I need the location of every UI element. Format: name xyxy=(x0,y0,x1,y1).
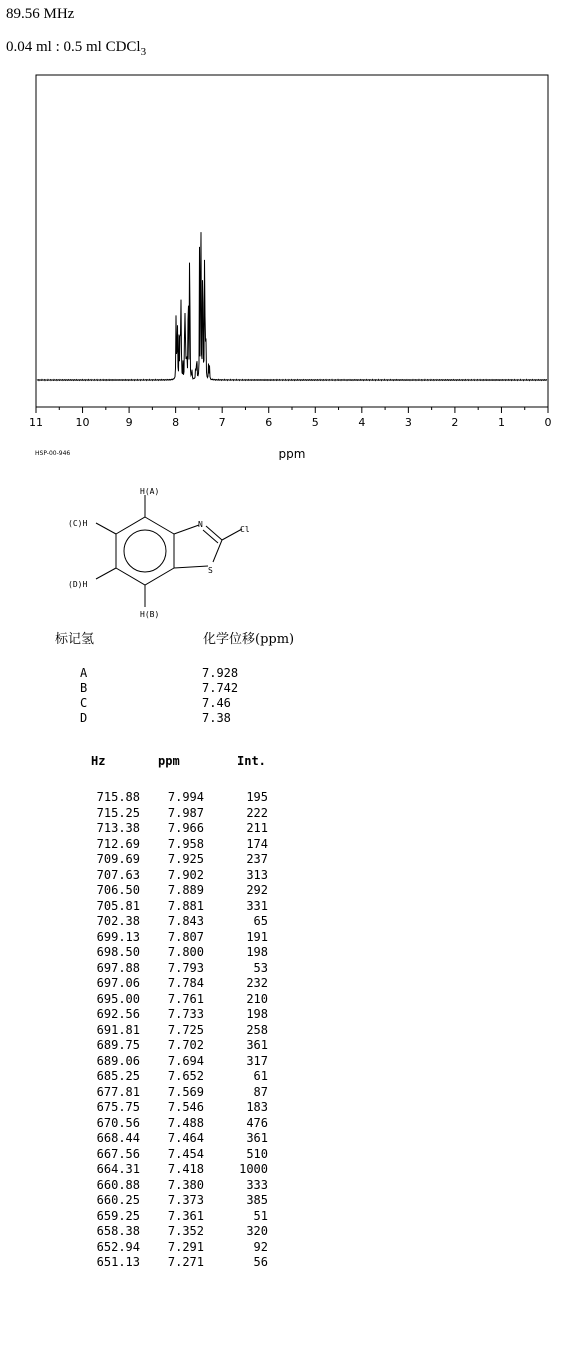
cell-hz: 664.31 xyxy=(96,1162,140,1176)
cell-hz: 697.88 xyxy=(96,960,140,975)
atom-S: S xyxy=(208,566,213,575)
assignment-values xyxy=(202,666,238,726)
table-header-hz: Hz xyxy=(91,754,106,768)
cell-hz: 706.50 xyxy=(96,883,140,897)
bond-C-S2 xyxy=(174,566,208,568)
cell-hz: 715.88 xyxy=(96,790,140,804)
cell-hz: 692.56 xyxy=(96,1007,140,1021)
table-row xyxy=(75,945,268,961)
table-row xyxy=(75,1255,268,1271)
table-row xyxy=(75,976,268,992)
table-header-int: Int. xyxy=(237,754,266,768)
cell-int: 313 xyxy=(246,867,268,882)
table-row xyxy=(75,914,268,930)
cell-hz: 695.00 xyxy=(96,991,140,1006)
cell-ppm: 7.694 xyxy=(167,1053,204,1068)
cell-ppm: 7.380 xyxy=(167,1177,204,1192)
x-tick-label: 4 xyxy=(358,416,366,429)
cell-ppm: 7.373 xyxy=(167,1193,204,1207)
table-row xyxy=(75,1209,268,1225)
cell-hz: 689.06 xyxy=(96,1053,140,1068)
cell-int: 191 xyxy=(246,929,268,944)
cell-hz: 699.13 xyxy=(96,929,140,944)
assignment-col-shift: 化学位移(ppm) xyxy=(203,632,295,647)
cell-ppm: 7.361 xyxy=(167,1208,204,1223)
cell-int: 320 xyxy=(246,1224,268,1238)
cell-hz: 705.81 xyxy=(96,898,140,913)
table-row xyxy=(75,821,268,837)
table-row xyxy=(75,852,268,868)
cell-ppm: 7.418 xyxy=(167,1162,204,1176)
table-row xyxy=(75,1100,268,1116)
label-HD: (D)H xyxy=(68,580,88,589)
x-axis-ticks xyxy=(29,407,552,429)
cell-ppm: 7.994 xyxy=(167,790,204,804)
table-row xyxy=(75,1240,268,1256)
table-row xyxy=(75,899,268,915)
cell-ppm: 7.488 xyxy=(167,1115,204,1130)
cell-int: 195 xyxy=(246,790,268,804)
cell-int: 317 xyxy=(246,1053,268,1068)
cell-ppm: 7.958 xyxy=(167,836,204,851)
cell-int: 51 xyxy=(253,1208,268,1223)
cell-hz: 685.25 xyxy=(96,1069,140,1083)
table-row xyxy=(75,1085,268,1101)
assign-letter: B xyxy=(80,681,88,695)
benzene-ring xyxy=(116,517,174,585)
cell-hz: 660.88 xyxy=(96,1177,140,1192)
cell-ppm: 7.800 xyxy=(167,945,204,959)
cell-int: 361 xyxy=(246,1131,268,1145)
x-tick-label: 10 xyxy=(75,416,90,429)
table-row xyxy=(75,1224,268,1240)
cell-ppm: 7.807 xyxy=(167,929,204,944)
cell-hz: 697.06 xyxy=(96,976,140,990)
cell-int: 61 xyxy=(253,1069,268,1083)
cell-hz: 712.69 xyxy=(96,836,140,851)
atom-N: N xyxy=(198,520,203,529)
table-row xyxy=(75,837,268,853)
table-row xyxy=(75,806,268,822)
table-row xyxy=(75,1038,268,1054)
label-HC: (C)H xyxy=(68,519,88,528)
table-row xyxy=(75,1023,268,1039)
cell-int: 198 xyxy=(246,1007,268,1021)
x-tick-label: 2 xyxy=(451,416,459,429)
table-row xyxy=(75,883,268,899)
bond-HD xyxy=(96,568,116,579)
cell-ppm: 7.652 xyxy=(167,1069,204,1083)
x-axis-label: ppm xyxy=(278,447,306,460)
table-row xyxy=(75,1116,268,1132)
cell-ppm: 7.725 xyxy=(167,1022,204,1037)
cell-hz: 651.13 xyxy=(96,1255,140,1269)
sample-subscript: 3 xyxy=(140,46,147,58)
x-tick-label: 5 xyxy=(311,416,319,429)
x-tick-label: 0 xyxy=(544,416,552,429)
assign-letter: D xyxy=(80,711,88,725)
cell-ppm: 7.352 xyxy=(167,1224,204,1238)
cell-ppm: 7.881 xyxy=(167,898,204,913)
cell-ppm: 7.966 xyxy=(167,821,204,835)
table-row xyxy=(75,1131,268,1147)
cell-hz: 713.38 xyxy=(96,821,140,835)
table-row xyxy=(75,961,268,977)
assign-value: 7.742 xyxy=(202,681,239,695)
cell-int: 87 xyxy=(253,1084,268,1099)
table-row xyxy=(75,1007,268,1023)
cell-int: 292 xyxy=(246,883,268,897)
cell-hz: 707.63 xyxy=(96,867,140,882)
cell-int: 211 xyxy=(246,821,268,835)
bond-HC xyxy=(96,523,116,534)
cell-hz: 689.75 xyxy=(96,1038,140,1052)
cell-ppm: 7.271 xyxy=(167,1255,204,1269)
spectrum-code: HSP-00-946 xyxy=(35,450,71,457)
cell-ppm: 7.733 xyxy=(167,1007,204,1021)
cell-int: 510 xyxy=(246,1146,268,1161)
label-HA: H(A) xyxy=(140,487,160,496)
cell-int: 237 xyxy=(246,852,268,866)
cell-hz: 659.25 xyxy=(96,1208,140,1223)
cell-hz: 670.56 xyxy=(96,1115,140,1130)
x-tick-label: 3 xyxy=(404,416,412,429)
spectrometer-frequency: 89.56 MHz xyxy=(6,6,75,22)
cell-int: 232 xyxy=(246,976,268,990)
cell-int: 258 xyxy=(246,1022,268,1037)
cell-hz: 660.25 xyxy=(96,1193,140,1207)
bond-C-S xyxy=(213,540,222,562)
table-row xyxy=(75,1054,268,1070)
label-HB: H(B) xyxy=(140,610,160,619)
cell-int: 1000 xyxy=(239,1162,268,1176)
cell-hz: 709.69 xyxy=(96,852,140,866)
cell-ppm: 7.546 xyxy=(167,1100,204,1114)
table-row xyxy=(75,1193,268,1209)
cell-hz: 652.94 xyxy=(96,1239,140,1254)
assign-value: 7.38 xyxy=(202,711,231,725)
x-tick-label: 6 xyxy=(265,416,273,429)
table-row xyxy=(75,930,268,946)
cell-int: 183 xyxy=(246,1100,268,1114)
x-tick-label: 8 xyxy=(172,416,180,429)
cell-int: 210 xyxy=(246,991,268,1006)
bond-C-N xyxy=(174,525,199,534)
cell-int: 56 xyxy=(253,1255,268,1269)
assign-letter: A xyxy=(80,666,88,680)
cell-hz: 667.56 xyxy=(96,1146,140,1161)
assignment-letters xyxy=(80,666,87,726)
cell-ppm: 7.843 xyxy=(167,914,204,928)
cell-int: 53 xyxy=(253,960,268,975)
cell-int: 92 xyxy=(253,1239,268,1254)
cell-int: 198 xyxy=(246,945,268,959)
sample-description xyxy=(6,39,146,58)
table-row xyxy=(75,1069,268,1085)
x-tick-label: 7 xyxy=(218,416,226,429)
cell-ppm: 7.454 xyxy=(167,1146,204,1161)
table-header-ppm: ppm xyxy=(158,754,180,768)
aromatic-circle xyxy=(124,530,166,572)
table-row xyxy=(75,790,268,806)
assign-value: 7.928 xyxy=(202,666,239,680)
cell-int: 174 xyxy=(246,836,268,851)
peak-table xyxy=(75,790,268,1271)
cell-hz: 698.50 xyxy=(96,945,140,959)
cell-ppm: 7.793 xyxy=(167,960,204,975)
sample-text: 0.04 ml : 0.5 ml CDCl xyxy=(6,39,141,55)
table-row xyxy=(75,992,268,1008)
bond-N-C-double xyxy=(203,530,218,543)
cell-hz: 675.75 xyxy=(96,1100,140,1114)
cell-int: 331 xyxy=(246,898,268,913)
cell-hz: 668.44 xyxy=(96,1131,140,1145)
cell-ppm: 7.702 xyxy=(167,1038,204,1052)
cell-ppm: 7.784 xyxy=(167,976,204,990)
x-tick-label: 11 xyxy=(29,416,43,429)
cell-int: 333 xyxy=(246,1177,268,1192)
cell-hz: 658.38 xyxy=(96,1224,140,1238)
plot-frame xyxy=(36,75,548,407)
cell-ppm: 7.925 xyxy=(167,852,204,866)
cell-hz: 677.81 xyxy=(96,1084,140,1099)
cell-ppm: 7.987 xyxy=(167,805,204,820)
cell-ppm: 7.761 xyxy=(167,991,204,1006)
x-tick-label: 1 xyxy=(497,416,505,429)
cell-hz: 702.38 xyxy=(96,914,140,928)
bond-N-C xyxy=(206,526,222,540)
cell-ppm: 7.569 xyxy=(167,1084,204,1099)
spectrum-trace xyxy=(37,232,547,380)
assign-value: 7.46 xyxy=(202,696,231,710)
assignment-col-label: 标记氢 xyxy=(55,632,95,647)
cell-ppm: 7.291 xyxy=(167,1239,204,1254)
cell-hz: 715.25 xyxy=(96,805,140,820)
cell-ppm: 7.464 xyxy=(167,1131,204,1145)
table-row xyxy=(75,1178,268,1194)
table-row xyxy=(75,1162,268,1178)
cell-ppm: 7.902 xyxy=(167,867,204,882)
bond-C-Cl xyxy=(222,529,242,540)
cell-ppm: 7.889 xyxy=(167,883,204,897)
x-tick-label: 9 xyxy=(125,416,133,429)
cell-int: 65 xyxy=(253,914,268,928)
table-row xyxy=(75,868,268,884)
molecule-structure xyxy=(60,480,320,630)
cell-hz: 691.81 xyxy=(96,1022,140,1037)
cell-int: 476 xyxy=(246,1115,268,1130)
table-row xyxy=(75,1147,268,1163)
nmr-spectrum-chart xyxy=(0,60,570,460)
cell-int: 361 xyxy=(246,1038,268,1052)
substituent-Cl: Cl xyxy=(240,525,250,534)
cell-int: 222 xyxy=(246,805,268,820)
assign-letter: C xyxy=(80,696,88,710)
cell-int: 385 xyxy=(246,1193,268,1207)
